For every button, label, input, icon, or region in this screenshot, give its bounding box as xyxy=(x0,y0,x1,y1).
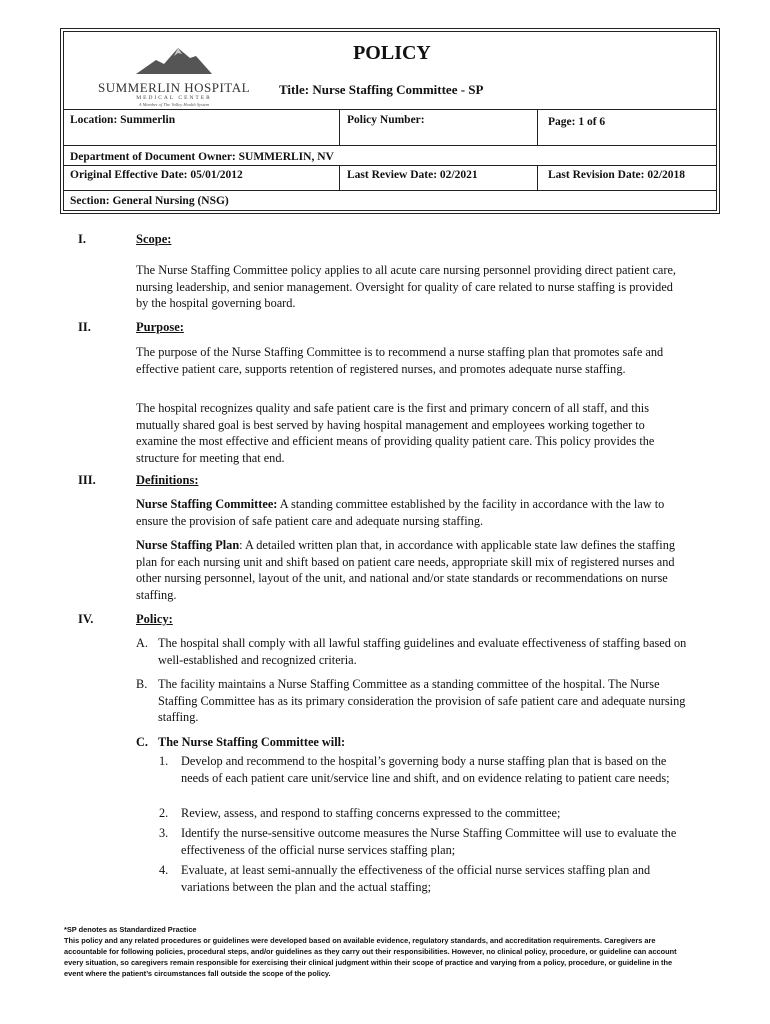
page-cell: Page: 1 of 6 xyxy=(548,116,606,128)
item-text: Identify the nurse-sensitive outcome measures the Nurse Staffing Committee will use to evaluate the effectiveness of the official nurse services staffing plan; xyxy=(181,826,677,857)
scope-paragraph: The Nurse Staffing Committee policy applies to all acute care nursing personnel providing direct patient care, nursing leadership, and senior management. Oversight for quality of care related to nurse staffing is provided by the hospital governing board. xyxy=(136,263,676,310)
effective-date-cell: Original Effective Date: 05/01/2012 xyxy=(70,169,243,181)
section-number: I. xyxy=(78,232,86,246)
definition-term: Nurse Staffing Committee: xyxy=(136,497,278,511)
item-label: 1. xyxy=(159,754,169,768)
item-label: A. xyxy=(136,636,148,650)
policy-item-b xyxy=(136,676,698,726)
definition-text: A standing committee established by the facility in accordance with the law to ensure the provision of safe patient care and adequate nursing staffing. xyxy=(136,497,665,528)
location-cell: Location: Summerlin xyxy=(70,114,176,126)
section-number: II. xyxy=(78,320,91,334)
section-number: III. xyxy=(78,473,96,487)
section-number: IV. xyxy=(78,612,94,626)
purpose-paragraph-1: The purpose of the Nurse Staffing Committee is to recommend a nurse staffing plan that promotes safe and effective patient care, supports retention of registered nurses, and promotes adequate nurse staffing. xyxy=(136,345,664,376)
definition-staffing-plan xyxy=(136,537,684,603)
policy-item-c xyxy=(136,734,698,751)
definition-staffing-committee xyxy=(136,496,684,529)
item-label: 4. xyxy=(159,863,169,877)
definition-text: : A detailed written plan that, in accordance with applicable state law defines the staffing plan for each nursing unit and shift based on patient care needs, appropriate skill mix of registered nurses and other nursing personnel, layout of the unit, and national and/or state standards or recommendations on nurse staffing. xyxy=(136,538,675,602)
review-date-cell: Last Review Date: 02/2021 xyxy=(347,169,478,181)
purpose-paragraph-2: The hospital recognizes quality and safe patient care is the first and primary concern of all staff, and this mutually shared goal is best served by having hospital management and employees working together to examine the most effective and efficient means of providing quality patient care. This policy provides the structure for meeting that end. xyxy=(136,401,655,465)
item-label: 3. xyxy=(159,826,169,840)
policy-header xyxy=(60,28,720,214)
item-text: The hospital shall comply with all lawful staffing guidelines and evaluate effectiveness of staffing based on well-established and recognized criteria. xyxy=(158,636,687,667)
section-cell: Section: General Nursing (NSG) xyxy=(70,195,229,207)
mountain-logo-icon xyxy=(134,44,214,80)
definition-term: Nurse Staffing Plan xyxy=(136,538,240,552)
purpose-heading: Purpose: xyxy=(136,320,184,334)
item-label: 2. xyxy=(159,806,169,820)
committee-duty-3 xyxy=(159,825,683,858)
item-text: The facility maintains a Nurse Staffing Committee as a standing committee of the hospital. The Nurse Staffing Committee has as its primary consideration the provision of safe patient care and adequate nursing staffing. xyxy=(158,677,686,724)
policy-title: Title: Nurse Staffing Committee - SP xyxy=(279,82,484,97)
definitions-heading: Definitions: xyxy=(136,473,199,487)
logo-member: A Member of The Valley Health System xyxy=(138,102,210,107)
item-text: Evaluate, at least semi-annually the effectiveness of the official nurse services staffing plan and variations between the plan and the actual staffing; xyxy=(181,863,651,894)
policy-item-a xyxy=(136,635,698,668)
item-label: C. xyxy=(136,735,148,749)
policy-number-cell: Policy Number: xyxy=(347,114,425,126)
footer-disclaimer xyxy=(64,924,682,979)
footer-disclaimer-text: This policy and any related procedures or guidelines were developed based on available evidence, regulatory standards, and accreditation requirements. Caregivers are accountable for following policies, procedural steps, and/or guidelines as they carry out their responsibilities. However, no clinical policy, procedure, or guideline can account every situation, so caregivers remain responsible for exercising their clinical judgment within their scope of practice and varying from a policy, procedure, or guideline in the event where the patient’s circumstances fall outside the scope of the policy. xyxy=(64,936,677,978)
logo-subtitle: MEDICAL CENTER xyxy=(136,95,212,101)
committee-duty-4 xyxy=(159,862,683,895)
committee-duty-1 xyxy=(159,753,683,786)
policy-heading: POLICY xyxy=(353,42,431,64)
footer-sp-note: *SP denotes as Standardized Practice xyxy=(64,925,197,934)
item-text: Develop and recommend to the hospital’s governing body a nurse staffing plan that is based on the needs of each patient care unit/service line and shift, and on evidence relating to patient care needs; xyxy=(181,754,670,785)
policy-heading: Policy: xyxy=(136,612,173,626)
revision-date-cell: Last Revision Date: 02/2018 xyxy=(548,169,686,181)
hospital-logo xyxy=(94,44,254,114)
scope-heading: Scope: xyxy=(136,232,172,246)
item-label: B. xyxy=(136,677,148,691)
department-cell: Department of Document Owner: SUMMERLIN, NV xyxy=(70,151,334,163)
logo-name: SUMMERLIN HOSPITAL xyxy=(97,80,251,95)
item-text: The Nurse Staffing Committee will: xyxy=(158,735,346,749)
item-text: Review, assess, and respond to staffing concerns expressed to the committee; xyxy=(181,806,561,820)
committee-duty-2 xyxy=(159,805,683,822)
